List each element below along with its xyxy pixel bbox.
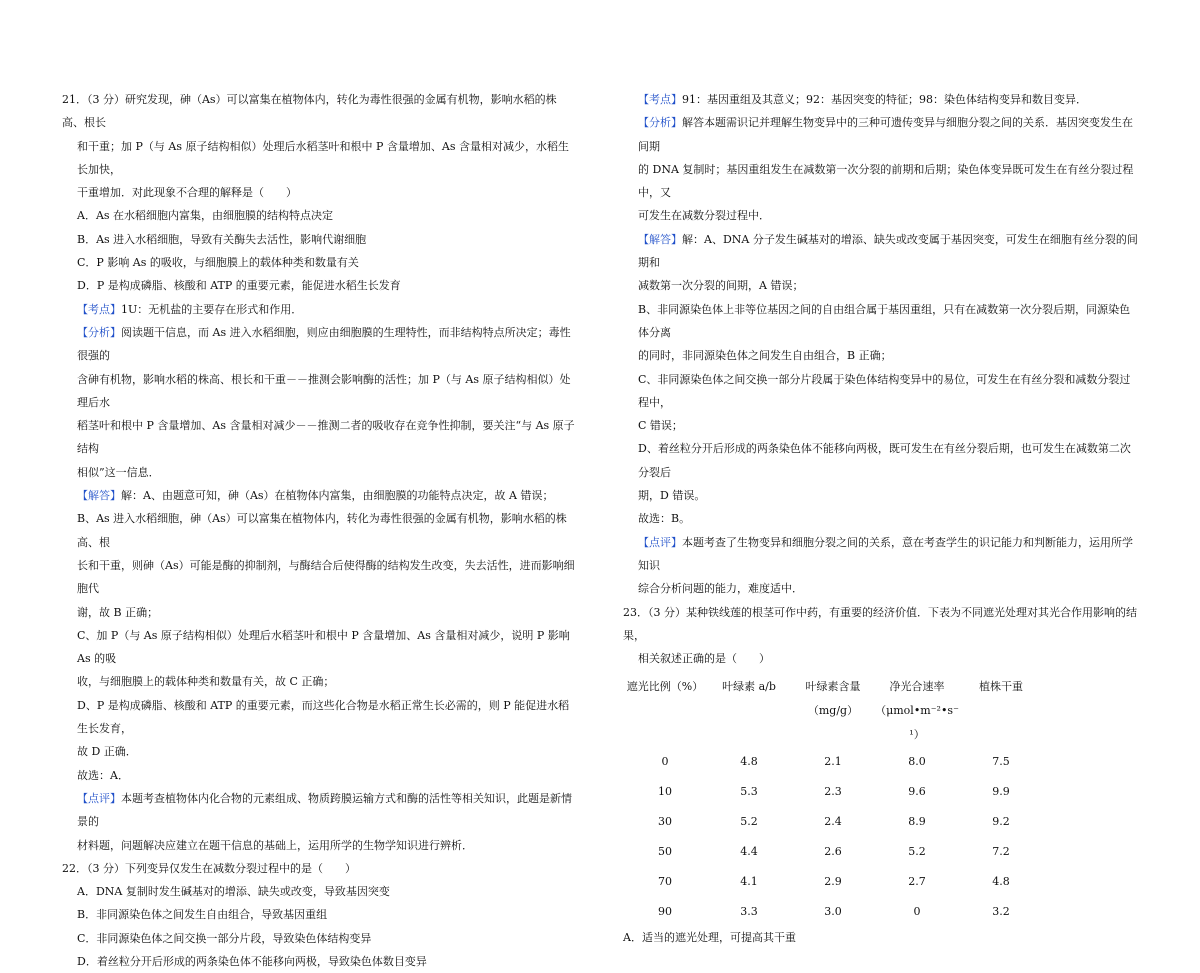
table-header-row [623,674,1043,698]
question-22 [62,857,577,973]
q22-jieda-line: C、非同源染色体之间交换一部分片段属于染色体结构变异中的易位，可发生在有丝分裂和减数分裂过程中， [638,372,1131,409]
table-cell: 4.8 [740,754,758,768]
q22-jieda-line: D、着丝粒分开后形成的两条染色体不能移向两极，既可发生在有丝分裂后期，也可发生在减数第二次分裂后 [638,442,1131,479]
q21-dianping-line: 材料题，问题解决应建立在题干信息的基础上，运用所学的生物学知识进行辨析． [77,838,473,852]
jieda-tag: 【解答】 [638,232,682,246]
table-cell: 3.3 [740,904,758,918]
table-cell: 0 [913,904,921,918]
q21-option-b: B．As 进入水稻细胞，导致有关酶失去活性，影响代谢细胞 [77,232,367,246]
table-cell: 5.2 [740,814,758,828]
table-row [623,806,1043,836]
table-cell: 9.2 [992,814,1010,828]
q21-dianping [62,787,577,834]
q21-fenxi [62,321,577,368]
table-cell: 10 [658,784,672,798]
q22-answer: 故选：B。 [638,512,691,526]
q21-jieda-line: 故 D 正确． [77,745,137,759]
q21-fenxi-line: 相似”这一信息． [77,465,160,479]
table-cell: 7.2 [992,844,1010,858]
header-cell: 叶绿素含量 [805,680,861,694]
dianping-text: 本题考查植物体内化合物的元素组成、物质跨膜运输方式和酶的活性等相关知识，此题是新情景的 [77,791,572,829]
table-cell: 3.2 [992,904,1010,918]
jieda-tag: 【解答】 [77,489,121,503]
q21-jieda-line: 谢，故 B 正确； [77,605,159,619]
shading-table [623,674,1043,926]
table-body [623,746,1043,926]
header-cell: （μmol•m⁻²•s⁻ [875,704,959,718]
q22-jieda-line: C 错误； [638,419,683,433]
q21-jieda-line: 长和干重，则砷（As）可能是酶的抑制剂，与酶结合后使得酶的结构发生改变，失去活性，进而影响细胞代 [77,558,575,596]
kaodian-tag: 【考点】 [77,302,121,316]
table-cell: 2.9 [824,874,842,888]
q22-stem: 22．（3 分）下列变异仅发生在减数分裂过程中的是（ ） [62,861,356,875]
kaodian-text: 1U：无机盐的主要存在形式和作用． [121,302,303,316]
table-cell: 9.9 [992,784,1010,798]
q22-dianping-line: 综合分析问题的能力，难度适中． [638,582,803,596]
table-cell: 4.1 [740,874,758,888]
header-cell [959,722,1043,746]
table-cell: 8.0 [908,754,926,768]
question-23 [623,601,1138,950]
header-cell: （mg/g） [807,704,859,718]
table-header-row [623,722,1043,746]
fenxi-tag: 【分析】 [77,325,121,339]
jieda-text: 解：A、由题意可知，砷（As）在植物体内富集，由细胞膜的功能特点决定，故 A 错误； [121,489,554,503]
q22-fenxi-line: 可发生在减数分裂过程中． [638,209,770,223]
table-cell: 7.5 [992,754,1010,768]
header-cell [623,698,707,722]
question-21 [62,88,577,857]
table-cell: 90 [658,904,672,918]
table-row [623,896,1043,926]
table-cell: 0 [661,754,669,768]
header-cell: 遮光比例（%） [626,680,704,694]
q21-fenxi-line: 稻茎叶和根中 P 含量增加、As 含量相对减少－－推测二者的吸收存在竞争性抑制，要关注“与 As 原子结构 [77,419,575,456]
q22-option-b: B．非同源染色体之间发生自由组合，导致基因重组 [77,908,328,922]
q23-stem-line: 相关叙述正确的是（ ） [638,652,770,666]
table-cell: 8.9 [908,814,926,828]
left-column [62,88,577,973]
q21-stem-line: 21．（3 分）研究发现，砷（As）可以富集在植物体内，转化为毒性很强的金属有机物，影响水稻的株高、根长 [62,93,557,130]
table-cell: 5.3 [740,784,758,798]
q21-stem-line: 干重增加．对此现象不合理的解释是（ ） [77,186,297,200]
q22-jieda-line: 的同时，非同源染色体之间发生自由组合，B 正确； [638,349,892,363]
fenxi-text: 解答本题需识记并理解生物变异中的三种可遗传变异与细胞分裂之间的关系．基因突变发生在间期 [638,116,1133,153]
q22-option-c: C．非同源染色体之间交换一部分片段，导致染色体结构变异 [77,931,372,945]
table-row [623,866,1043,896]
q21-answer: 故选：A． [77,768,129,782]
table-row [623,836,1043,866]
header-cell: ¹） [909,728,925,742]
dianping-tag: 【点评】 [77,791,121,805]
fenxi-tag: 【分析】 [638,116,682,130]
q22-dianping [623,531,1138,578]
table-cell: 2.6 [824,844,842,858]
q21-jieda [62,484,577,507]
header-cell [791,722,875,746]
table-cell: 2.4 [824,814,842,828]
header-cell [959,698,1043,722]
table-cell: 70 [658,874,672,888]
table-cell: 2.1 [824,754,842,768]
dianping-text: 本题考查了生物变异和细胞分裂之间的关系，意在考查学生的识记能力和判断能力，运用所学知识 [638,535,1133,572]
table-cell: 3.0 [824,904,842,918]
question-22-explanation [623,88,1138,601]
table-cell: 30 [658,814,672,828]
q21-option-c: C．P 影响 As 的吸收，与细胞膜上的载体种类和数量有关 [77,256,359,270]
header-cell [707,722,791,746]
table-row [623,776,1043,806]
q21-kaodian [62,298,577,321]
table-header-row [623,698,1043,722]
q21-jieda-line: B、As 进入水稻细胞，砷（As）可以富集在植物体内，转化为毒性很强的金属有机物，影响水稻的株高、根 [77,512,567,549]
header-cell [623,722,707,746]
table-cell: 9.6 [908,784,926,798]
q21-jieda-line: D、P 是构成磷脂、核酸和 ATP 的重要元素，而这些化合物是水稻正常生长必需的，则 P 能促进水稻生长发育， [77,698,570,736]
q22-jieda [623,228,1138,275]
q22-option-a: A．DNA 复制时发生碱基对的增添、缺失或改变，导致基因突变 [77,885,390,899]
q21-stem-line: 和干重；加 P（与 As 原子结构相似）处理后水稻茎叶和根中 P 含量增加、As 含量相对减少，水稻生长加快， [77,139,569,176]
table-cell: 4.8 [992,874,1010,888]
q21-jieda-line: C、加 P（与 As 原子结构相似）处理后水稻茎叶和根中 P 含量增加、As 含量相对减少，说明 P 影响 As 的吸 [77,628,570,666]
q22-jieda-line: B、非同源染色体上非等位基因之间的自由组合属于基因重组，只有在减数第一次分裂后期，同源染色体分离 [638,302,1131,339]
q21-option-d: D．P 是构成磷脂、核酸和 ATP 的重要元素，能促进水稻生长发育 [77,279,401,293]
header-cell: 植株干重 [979,680,1023,694]
q21-fenxi-line: 含砷有机物，影响水稻的株高、根长和干重－－推测会影响酶的活性；加 P（与 As 原子结构相似）处理后水 [77,372,571,409]
q23-option-a: A．适当的遮光处理，可提高其干重 [623,931,796,945]
table-row [623,746,1043,776]
header-cell [707,698,791,722]
kaodian-text: 91：基因重组及其意义；92：基因突变的特征；98：染色体结构变异和数目变异． [682,93,1087,106]
table-cell: 2.7 [908,874,926,888]
q22-kaodian [623,88,1138,111]
table-cell: 4.4 [740,844,758,858]
table-cell: 5.2 [908,844,926,858]
q22-jieda-line: 减数第一次分裂的间期，A 错误； [638,279,804,293]
dianping-tag: 【点评】 [638,535,682,549]
right-column [623,88,1138,950]
q22-fenxi [623,111,1138,158]
header-cell: 净光合速率 [889,680,945,694]
table-cell: 50 [658,844,672,858]
q22-jieda-line: 期，D 错误。 [638,489,706,503]
kaodian-tag: 【考点】 [638,93,682,106]
table-cell: 2.3 [824,784,842,798]
q21-jieda-line: 收，与细胞膜上的载体种类和数量有关，故 C 正确； [77,675,335,689]
q21-option-a: A．As 在水稻细胞内富集，由细胞膜的结构特点决定 [77,209,334,223]
header-cell: 叶绿素 a/b [722,680,776,694]
q22-fenxi-line: 的 DNA 复制时；基因重组发生在减数第一次分裂的前期和后期；染色体变异既可发生在有丝分裂过程中，又 [638,162,1134,200]
fenxi-text: 阅读题干信息，而 As 进入水稻细胞，则应由细胞膜的生理特性，而非结构特点所决定；毒性很强的 [77,325,571,363]
q23-stem-line: 23．（3 分）某种铁线莲的根茎可作中药，有重要的经济价值．下表为不同遮光处理对其光合作用影响的结果， [623,605,1137,642]
jieda-text: 解：A、DNA 分子发生碱基对的增添、缺失或改变属于基因突变，可发生在细胞有丝分裂的间期和 [638,232,1138,270]
q22-option-d: D．着丝粒分开后形成的两条染色体不能移向两极，导致染色体数目变异 [77,954,427,968]
